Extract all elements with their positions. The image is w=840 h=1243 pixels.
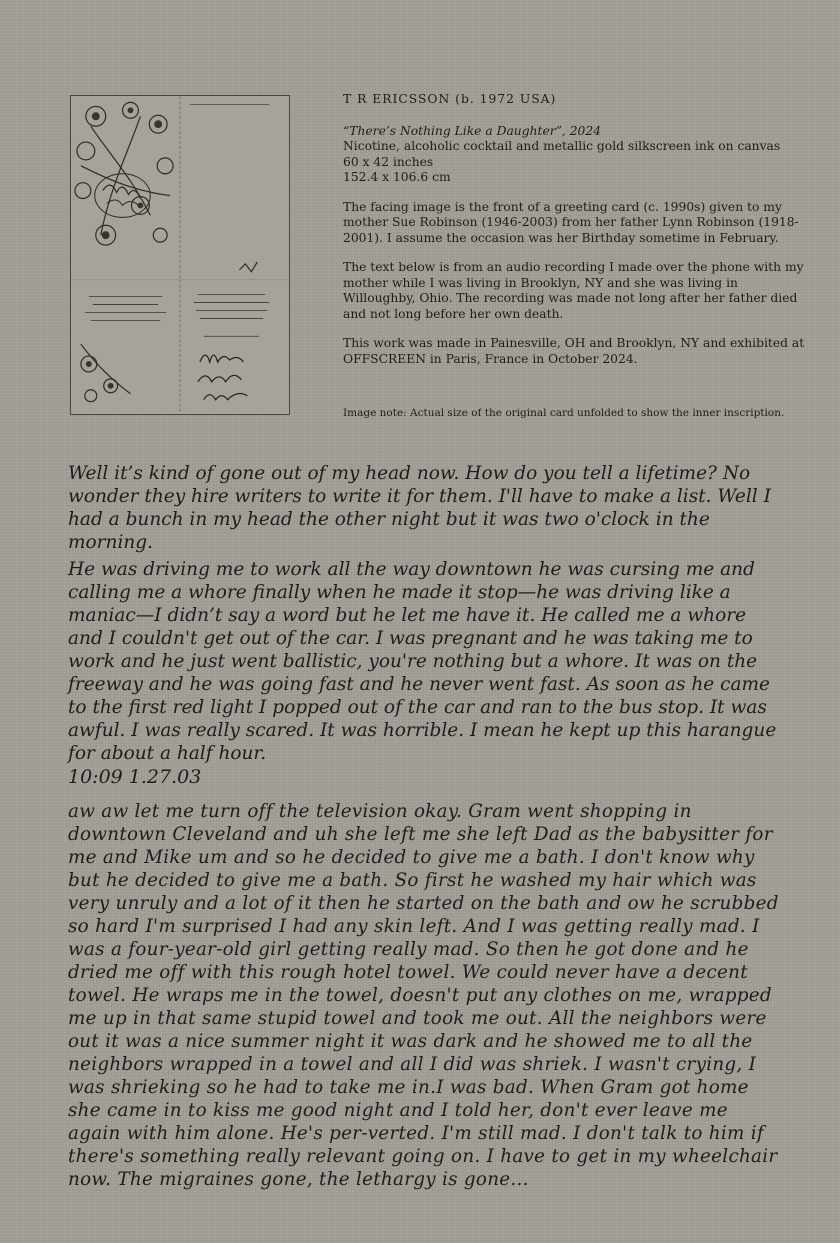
recording-timestamp: 10:09 1.27.03 [68,766,202,788]
transcript-paragraph-3: aw aw let me turn off the television okay. Gram went shopping in downtown Cleveland and uh she left me she left Dad as the babysitter for me and Mike um and so he decided to give me a bath. I don't know why but he decided to give me a bath. So first he washed my hair which was very unruly and a lot of it then he started on the bath and ow he scrubbed so hard I'm surprised I had any skin left. And I was getting really mad. I was a four-year-old girl getting really mad. So then he got done and he dried me off with this rough hotel towel. We could never have a decent towel. He wraps me in the towel, doesn't put any clothes on me, wrapped me up in that same stupid towel and took me out. All the neighbors were out it was a nice summer night it was dark and he showed me to all the neighbors wrapped in a towel and all I did was shriek. I wasn't crying, I was shrieking so he had to take me in.I was bad. When Gram got home she came in to kiss me good night and I told her, don't ever leave me again with him alone. He's per-verted. I'm still mad. I don't talk to him if there's something really relevant going on. I have to get in my wheelchair now. The migraines gone, the lethargy is gone... [68,801,779,1190]
image-note: Image note: Actual size of the original card unfolded to show the inner inscription. [343,407,785,419]
work-size-cm: 152.4 x 106.6 cm [343,170,451,184]
artist-name: T R ERICSSON (b. 1972 USA) [343,92,557,106]
label-block [343,92,813,420]
work-title: “There’s Nothing Like a Daughter”, 2024 [343,123,602,138]
card-description: The facing image is the front of a greeting card (c. 1990s) given to my mother Sue Robinson (1946-2003) from her father Lynn Robinson (1918-2001). I assume the occasion was her Birthday sometime in February. [343,199,799,245]
work-medium: Nicotine, alcoholic cocktail and metallic gold silkscreen ink on canvas [343,139,781,153]
work-size-inches: 60 x 42 inches [343,154,434,169]
transcript-paragraph-1: Well it’s kind of gone out of my head now. How do you tell a lifetime? No wonder they hire writers to write it for them. I'll have to make a list. Well I had a bunch in my head the other night but it was two o'clock in the morning. [68,463,771,553]
transcript-paragraph-2: He was driving me to work all the way downtown he was cursing me and calling me a whore finally when he made it stop—he was driving like a maniac—I didn’t say a word but he let me have it. He called me a whore and I couldn't get out of the car. I was pregnant and he was taking me to work and he just went ballistic, you're nothing but a whore. It was on the freeway and he was going fast and he never went fast. As soon as he came to the first red light I popped out of the car and ran to the bus stop. It was awful. I was really scared. It was horrible. I mean he kept up this harangue for about a half hour. [68,559,777,764]
exhibition-note: This work was made in Painesville, OH and Brooklyn, NY and exhibited at OFFSCREEN in Paris, France in October 2024. [343,336,805,366]
greeting-card-image [70,95,290,415]
recording-description: The text below is from an audio recording I made over the phone with my mother while I was living in Brooklyn, NY and she was living in Willoughby, Ohio. The recording was made not long after her father died and not long before her own death. [343,260,804,321]
